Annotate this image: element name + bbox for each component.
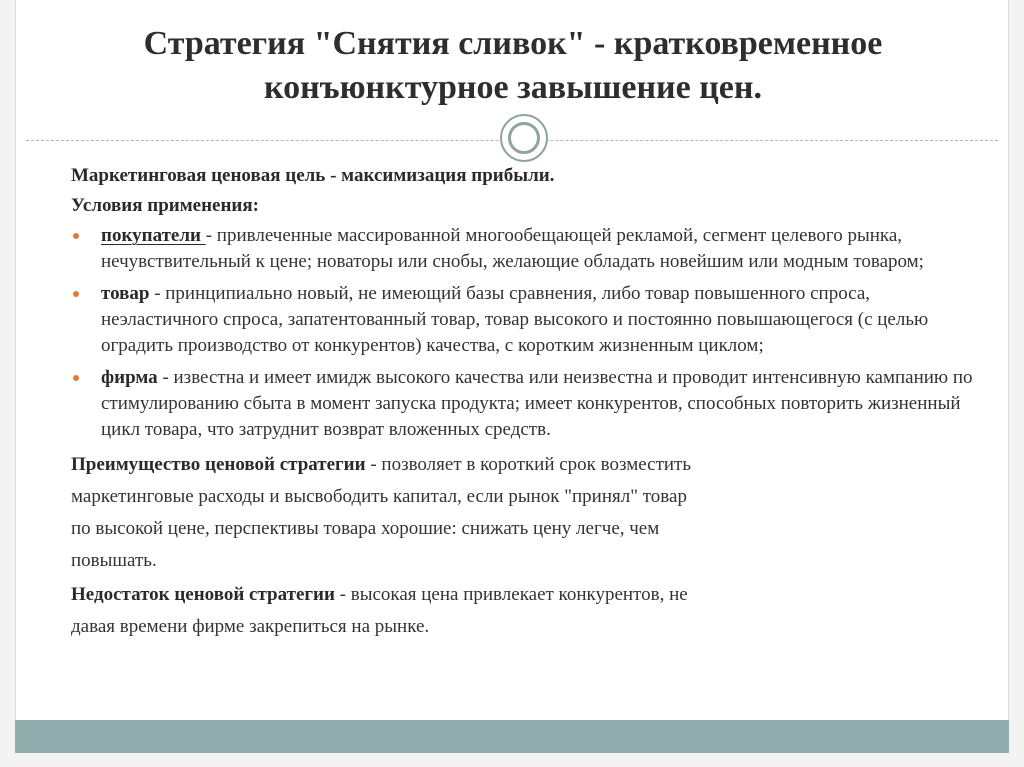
advantage-line: повышать. bbox=[71, 550, 157, 571]
conditions-list bbox=[71, 223, 991, 443]
advantage-line: маркетинговые расходы и высвободить капитал, если рынок "принял" товар bbox=[71, 486, 687, 507]
bullet-text: - принципиально новый, не имеющий базы сравнения, либо товар повышенного спроса, неэластичного спроса, запатентованный товар, товар высокого и постоянно повышающегося (с целью оградить производство от конкурентов) качества, с коротким жизненным циклом; bbox=[101, 283, 929, 356]
bullet-text: - известна и имеет имидж высокого качества или неизвестна и проводит интенсивную кампанию по стимулированию сбыта в момент запуска продукта; имеет конкурентов, способных повторить жизненный цикл товара, что затруднит возврат вложенных средств. bbox=[101, 367, 973, 440]
disadvantage-paragraph bbox=[71, 579, 991, 643]
conditions-heading: Условия применения: bbox=[71, 195, 259, 216]
title-line-1: Стратегия "Снятия сливок" - кратковременное bbox=[143, 25, 883, 62]
advantage-term: Преимущество ценовой стратегии bbox=[71, 454, 366, 475]
bullet-term: покупатели bbox=[101, 225, 206, 246]
list-item bbox=[71, 281, 991, 359]
footer-bar bbox=[15, 720, 1009, 753]
disadvantage-line: - высокая цена привлекает конкурентов, не bbox=[334, 584, 688, 605]
list-item bbox=[71, 223, 991, 275]
list-item bbox=[71, 365, 991, 443]
slide-title bbox=[16, 22, 1010, 110]
ring-inner-icon bbox=[508, 122, 540, 154]
title-line-2: конъюнктурное завышение цен. bbox=[264, 69, 762, 106]
bullet-dot-icon bbox=[73, 291, 79, 297]
slide bbox=[15, 0, 1009, 720]
ring-ornament-icon bbox=[500, 114, 548, 162]
bullet-dot-icon bbox=[73, 233, 79, 239]
bullet-text: - привлеченные массированной многообещающей рекламой, сегмент целевого рынка, нечувствительный к цене; новаторы или снобы, желающие обладать новейшим или модным товаром; bbox=[101, 225, 924, 272]
disadvantage-line: давая времени фирме закрепиться на рынке. bbox=[71, 616, 430, 637]
advantage-line: по высокой цене, перспективы товара хорошие: снижать цену легче, чем bbox=[71, 518, 660, 539]
slide-content bbox=[71, 161, 991, 643]
bullet-dot-icon bbox=[73, 375, 79, 381]
advantage-paragraph bbox=[71, 449, 991, 577]
advantage-line: - позволяет в короткий срок возместить bbox=[365, 454, 692, 475]
bullet-term: фирма bbox=[101, 367, 158, 388]
pricing-goal: Маркетинговая ценовая цель - максимизация прибыли. bbox=[71, 165, 555, 186]
disadvantage-term: Недостаток ценовой стратегии bbox=[71, 584, 335, 605]
bullet-term: товар bbox=[101, 283, 150, 304]
